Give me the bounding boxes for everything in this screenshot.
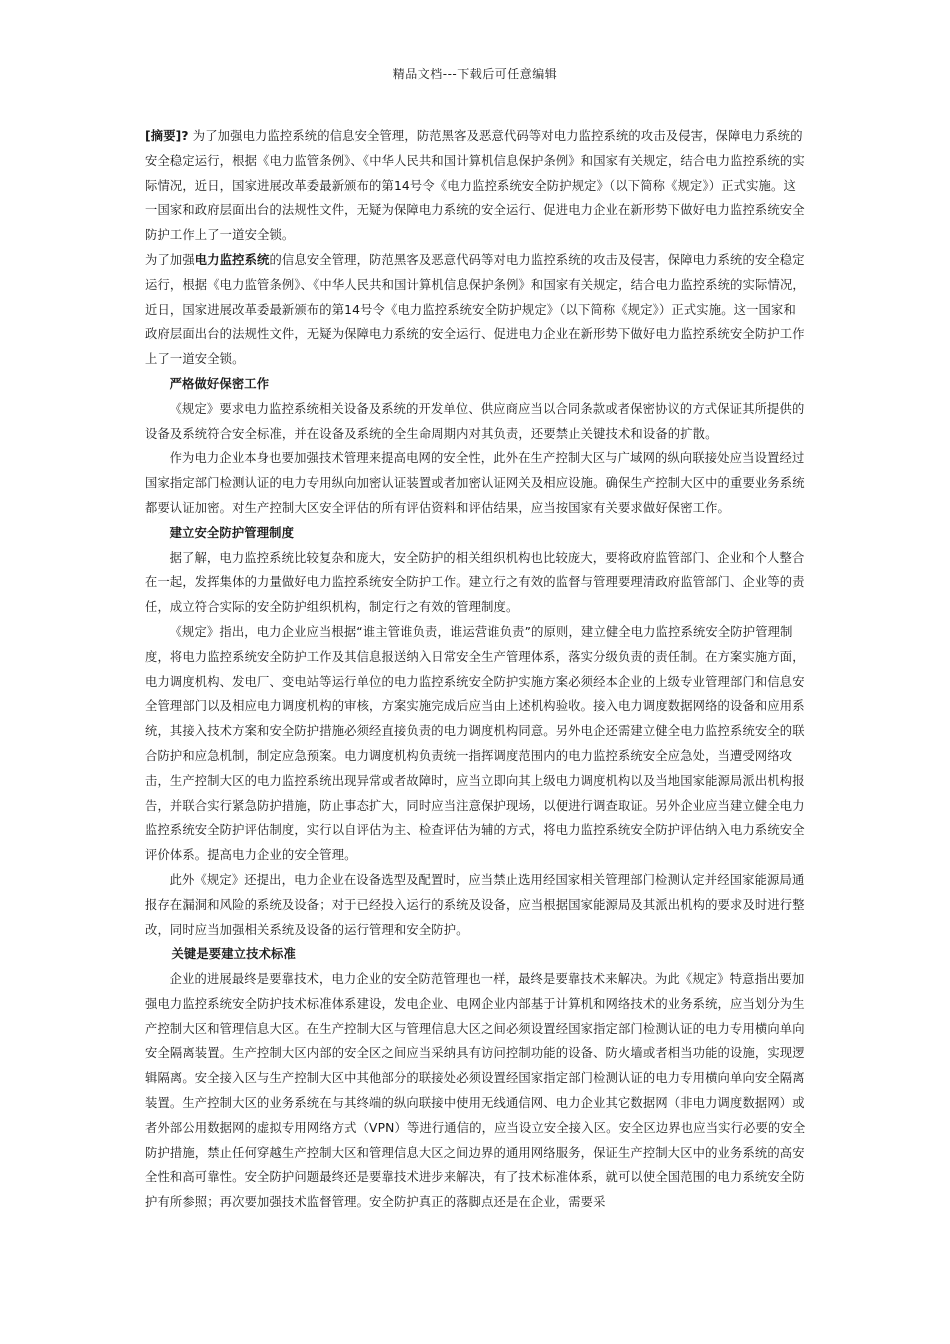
abstract-paragraph	[145, 124, 807, 248]
lead-pre: 为了加强	[145, 252, 195, 267]
section3-paragraph-1: 企业的进展最终是要靠技术，电力企业的安全防范管理也一样，最终是要靠技术来解决。为此《规定》特意指出要加强电力监控系统安全防护技术标准体系建设，发电企业、电网企业内部基于计算机和网络技术的业务系统，应当划分为生产控制大区和管理信息大区。在生产控制大区与管理信息大区之间必须设置经国家指定部门检测认证的电力专用横向单向安全隔离装置。生产控制大区内部的安全区之间应当采纳具有访问控制功能的设备、防火墙或者相当功能的设施，实现逻辑隔离。安全接入区与生产控制大区中其他部分的联接处必须设置经国家指定部门检测认证的电力专用横向单向安全隔离装置。生产控制大区的业务系统在与其终端的纵向联接中使用无线通信网、电力企业其它数据网（非电力调度数据网）或者外部公用数据网的虚拟专用网络方式（VPN）等进行通信的，应当设立安全接入区。安全区边界也应当实行必要的安全防护措施，禁止任何穿越生产控制大区和管理信息大区之间边界的通用网络服务，保证生产控制大区中的业务系统的高安全性和高可靠性。安全防护问题最终还是要靠技术进步来解决，有了技术标准体系，就可以使全国范围的电力系统安全防护有所参照；再次要加强技术监督管理。安全防护真正的落脚点还是在企业，需要采	[145, 972, 806, 1210]
section-heading-management-system: 建立安全防护管理制度	[169, 525, 295, 540]
document-body	[145, 124, 807, 1215]
section1-paragraph-2: 作为电力企业本身也要加强技术管理来提高电网的安全性，此外在生产控制大区与广域网的纵向联接处应当设置经过国家指定部门检测认证的电力专用纵向加密认证装置或者加密认证网关及相应设施。确保生产控制大区中的重要业务系统都要认证加密。对生产控制大区安全评估的所有评估资料和评估结果，应当按国家有关要求做好保密工作。	[145, 451, 805, 515]
lead-post: 的信息安全管理，防范黑客及恶意代码等对电力监控系统的攻击及侵害，保障电力系统的安全稳定运行，根据《电力监管条例》、《中华人民共和国计算机信息保护条例》和国家有关规定，结合电力监控系统的实际情况，近日，国家进展改革委最新颁布的第14号令《电力监控系统安全防护规定》（以下简称《规定》）正式实施。这一国家和政府层面出台的法规性文件，无疑为保障电力系统的安全运行、促进电力企业在新形势下做好电力监控系统安全防护工作上了一道安全锁。	[145, 252, 805, 367]
section2-paragraph-3: 此外《规定》还提出，电力企业在设备选型及配置时，应当禁止选用经国家相关管理部门检测认定并经国家能源局通报存在漏洞和风险的系统及设备；对于已经投入运行的系统及设备，应当根据国家能源局及其派出机构的要求及时进行整改，同时应当加强相关系统及设备的运行管理和安全防护。	[145, 872, 805, 937]
section2-paragraph-1: 据了解，电力监控系统比较复杂和庞大，安全防护的相关组织机构也比较庞大，要将政府监管部门、企业和个人整合在一起，发挥集体的力量做好电力监控系统安全防护工作。建立行之有效的监督与管理要理清政府监管部门、企业等的责任，成立符合实际的安全防护组织机构，制定行之有效的管理制度。	[145, 550, 805, 615]
lead-emphasis: 电力监控系统	[194, 252, 270, 267]
abstract-text: 为了加强电力监控系统的信息安全管理，防范黑客及恶意代码等对电力监控系统的攻击及侵害，保障电力系统的安全稳定运行，根据《电力监管条例》、《中华人民共和国计算机信息保护条例》和国家有关规定，结合电力监控系统的实际情况，近日，国家进展改革委最新颁布的第14号令《电力监控系统安全防护规定》（以下简称《规定》）正式实施。这一国家和政府层面出台的法规性文件，无疑为保障电力系统的安全运行、促进电力企业在新形势下做好电力监控系统安全防护工作上了一道安全锁。	[145, 129, 805, 243]
page-header: 精品文档---下载后可任意编辑	[392, 67, 558, 81]
section-heading-technical-standards: 关键是要建立技术标准	[171, 947, 296, 962]
section1-paragraph-1: 《规定》要求电力监控系统相关设备及系统的开发单位、供应商应当以合同条款或者保密协议的方式保证其所提供的设备及系统符合安全标准，并在设备及系统的全生命周期内对其负责，还要禁止关键技术和设备的扩散。	[145, 401, 805, 441]
section-heading-confidentiality: 严格做好保密工作	[169, 376, 270, 391]
section2-paragraph-2: 《规定》指出，电力企业应当根据“谁主管谁负责，谁运营谁负责”的原则，建立健全电力监控系统安全防护管理制度，将电力监控系统安全防护工作及其信息报送纳入日常安全生产管理体系，落实分级负责的责任制。在方案实施方面，电力调度机构、发电厂、变电站等运行单位的电力监控系统安全防护实施方案必须经本企业的上级专业管理部门和信息安全管理部门以及相应电力调度机构的审核，方案实施完成后应当由上述机构验收。接入电力调度数据网络的设备和应用系统，其接入技术方案和安全防护措施必须经直接负责的电力调度机构同意。另外电企还需建立健全电力监控系统安全的联合防护和应急机制，制定应急预案。电力调度机构负责统一指挥调度范围内的电力监控系统安全应急处，当遭受网络攻击，生产控制大区的电力监控系统出现异常或者故障时，应当立即向其上级电力调度机构以及当地国家能源局派出机构报告，并联合实行紧急防护措施，防止事态扩大，同时应当注意保护现场，以便进行调查取证。另外企业应当建立健全电力监控系统安全防护评估制度，实行以自评估为主、检查评估为辅的方式，将电力监控系统安全防护评估纳入电力系统安全评价体系。提高电力企业的安全管理。	[145, 624, 805, 863]
lead-paragraph	[145, 248, 807, 372]
abstract-tag: [摘要]?	[145, 129, 189, 143]
